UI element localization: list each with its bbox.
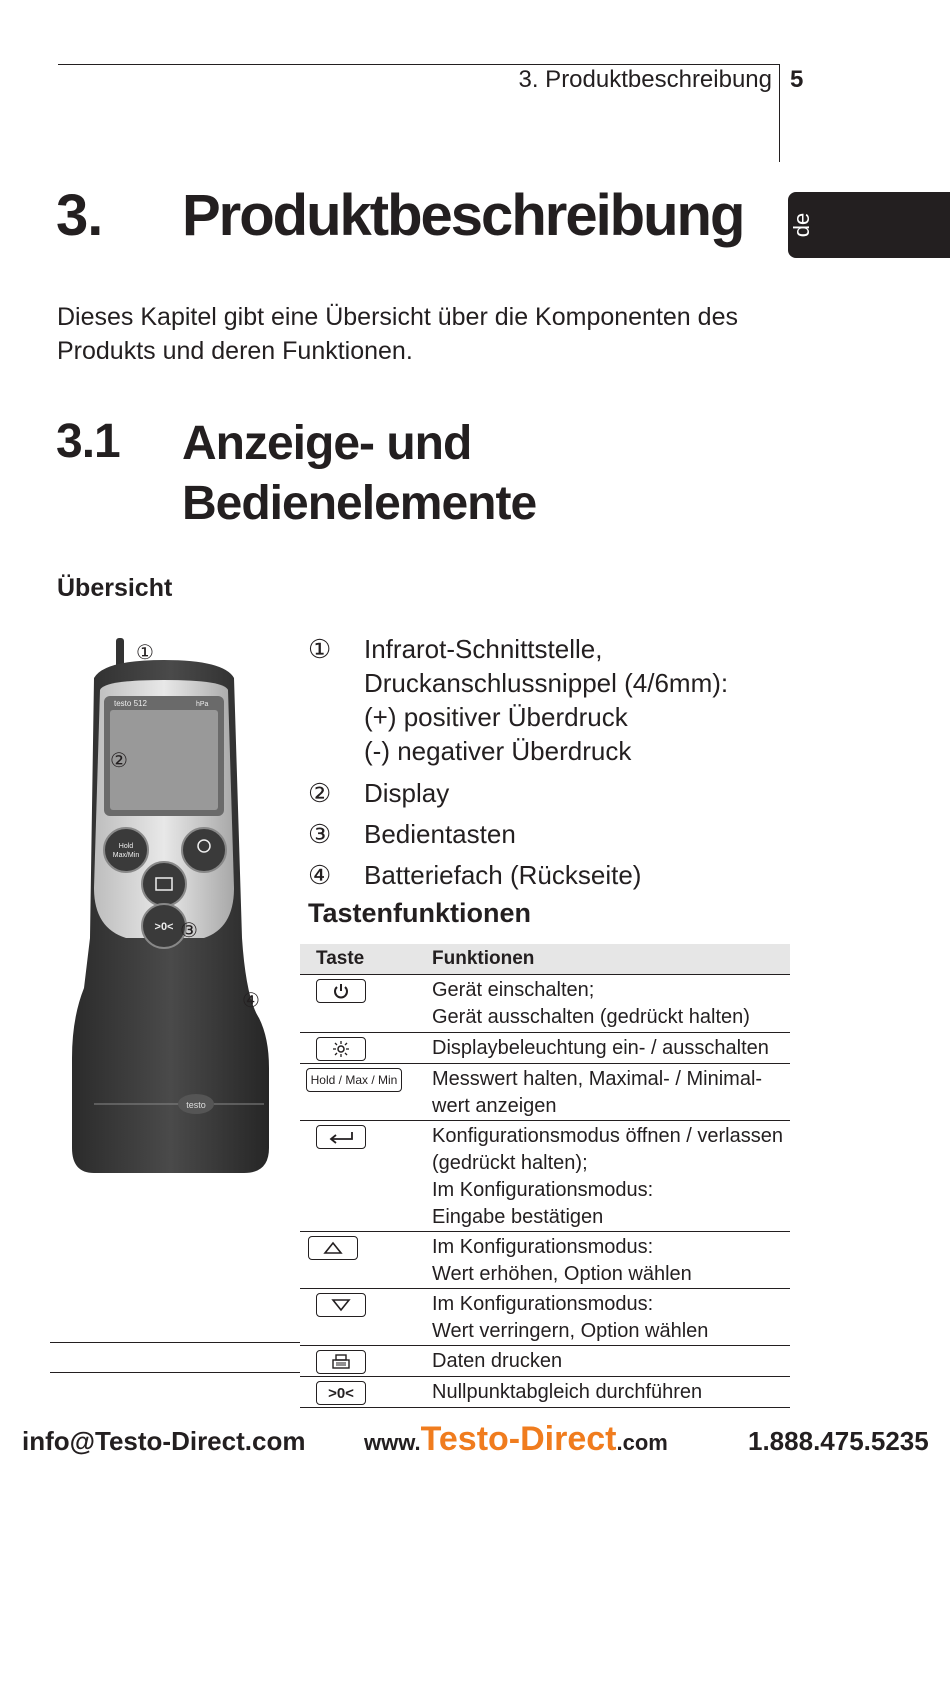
function-line: Im Konfigurationsmodus: (432, 1293, 654, 1315)
printer-icon (331, 1354, 351, 1370)
section-title (182, 414, 702, 534)
component-item-1-line-4: (-) negativer Überdruck (364, 736, 632, 766)
overview-heading: Übersicht (57, 574, 173, 602)
hold-max-min-key (306, 1068, 402, 1092)
chapter-title: Produktbeschreibung (182, 183, 744, 248)
device-model-label: testo 512 (114, 699, 147, 708)
enter-icon (326, 1129, 356, 1145)
function-line: Konfigurationsmodus öffnen / verlassen (432, 1125, 783, 1147)
table-row (300, 1346, 790, 1377)
table-row-function (432, 1066, 762, 1120)
function-line: Messwert halten, Maximal- / Minimal- (432, 1068, 763, 1090)
component-item-1-num: ① (308, 634, 332, 664)
hold-max-min-key-label: Hold / Max / Min (310, 1073, 398, 1087)
page-number: 5 (790, 66, 804, 93)
header-divider (779, 64, 780, 162)
component-item-3-num: ③ (308, 819, 332, 849)
footer-website[interactable] (364, 1420, 668, 1459)
component-item-4-num: ④ (308, 860, 332, 890)
print-key (316, 1350, 366, 1374)
function-line: (gedrückt halten); (432, 1152, 588, 1174)
table-row-function (432, 1348, 562, 1375)
function-line: Wert erhöhen, Option wählen (432, 1263, 692, 1285)
section-number: 3.1 (56, 415, 120, 468)
svg-text:Hold: Hold (118, 843, 134, 850)
backlight-icon (332, 1040, 350, 1058)
component-item-3-line-1: Bedientasten (364, 819, 516, 849)
running-header: 3. Produktbeschreibung (518, 66, 772, 93)
website-suffix: .com (616, 1430, 668, 1455)
language-tab-label: de (789, 212, 814, 238)
callout-2: ② (110, 750, 128, 772)
table-row-function (432, 977, 750, 1031)
table-row (300, 1033, 790, 1064)
device-drawing (64, 638, 274, 1178)
function-line: Wert verringern, Option wählen (432, 1320, 709, 1342)
website-prefix: www. (364, 1430, 421, 1455)
component-item-1-line-2: Druckanschlussnippel (4/6mm): (364, 668, 729, 698)
component-item-4-line-1: Batteriefach (Rückseite) (364, 860, 642, 890)
table-row-function (432, 1379, 702, 1406)
table-row (300, 1289, 790, 1346)
table-row (300, 1377, 790, 1408)
key-functions-heading: Tastenfunktionen (308, 898, 532, 928)
function-line: Gerät ausschalten (gedrückt halten) (432, 1006, 750, 1028)
chapter-number: 3. (56, 183, 103, 248)
table-header-function: Funktionen (432, 948, 535, 969)
arrow-down-icon (331, 1298, 351, 1312)
table-row-function (432, 1035, 769, 1062)
section-title-line1: Anzeige- und (182, 417, 472, 470)
table-row-function (432, 1123, 783, 1231)
table-row (300, 975, 790, 1033)
function-line: Eingabe bestätigen (432, 1206, 604, 1228)
footer-email[interactable]: info@Testo-Direct.com (22, 1426, 306, 1456)
table-row-function (432, 1291, 708, 1345)
table-header (300, 944, 790, 975)
down-key (316, 1293, 366, 1317)
callout-1: ① (136, 642, 154, 664)
website-brand: Testo-Direct (420, 1420, 617, 1458)
function-line: Gerät einschalten; (432, 979, 595, 1001)
function-line: Displaybeleuchtung ein- / ausschalten (432, 1037, 769, 1059)
device-unit-label: hPa (196, 701, 209, 708)
header-rule (58, 64, 780, 65)
component-item-2-line-1: Display (364, 778, 450, 808)
function-line: Im Konfigurationsmodus: (432, 1179, 654, 1201)
section-title-line2: Bedienelemente (182, 477, 537, 530)
svg-text:Max/Min: Max/Min (112, 852, 140, 859)
intro-paragraph: Dieses Kapitel gibt eine Übersicht über die Komponenten des Produkts und deren Funktionen. (57, 303, 738, 365)
up-key (308, 1236, 358, 1260)
function-line: Im Konfigurationsmodus: (432, 1236, 654, 1258)
component-item-2-num: ② (308, 778, 332, 808)
component-item-1-line-3: (+) positiver Überdruck (364, 702, 628, 732)
table-header-key: Taste (316, 948, 365, 969)
function-line: wert anzeigen (432, 1095, 557, 1117)
table-row (300, 1064, 790, 1121)
callout-3: ③ (180, 920, 198, 942)
power-key (316, 979, 366, 1003)
table-rule (50, 1372, 300, 1373)
footer-phone: 1.888.475.5235 (748, 1426, 929, 1456)
table-rule (50, 1342, 300, 1343)
table-row-function (432, 1234, 692, 1288)
zero-icon: >0< (328, 1384, 354, 1402)
function-line: Daten drucken (432, 1350, 563, 1372)
callout-4: ④ (242, 990, 260, 1012)
device-illustration (64, 638, 274, 1178)
arrow-up-icon (323, 1241, 343, 1255)
function-line: Nullpunktabgleich durchführen (432, 1381, 703, 1403)
enter-key (316, 1125, 366, 1149)
table-row (300, 1121, 790, 1232)
svg-text:>0<: >0< (154, 921, 174, 933)
table-row (300, 1232, 790, 1289)
power-icon (332, 982, 350, 1000)
zero-key (316, 1381, 366, 1405)
device-brand: testo (186, 1100, 206, 1110)
component-item-1-line-1: Infrarot-Schnittstelle, (364, 634, 603, 664)
backlight-key (316, 1037, 366, 1061)
